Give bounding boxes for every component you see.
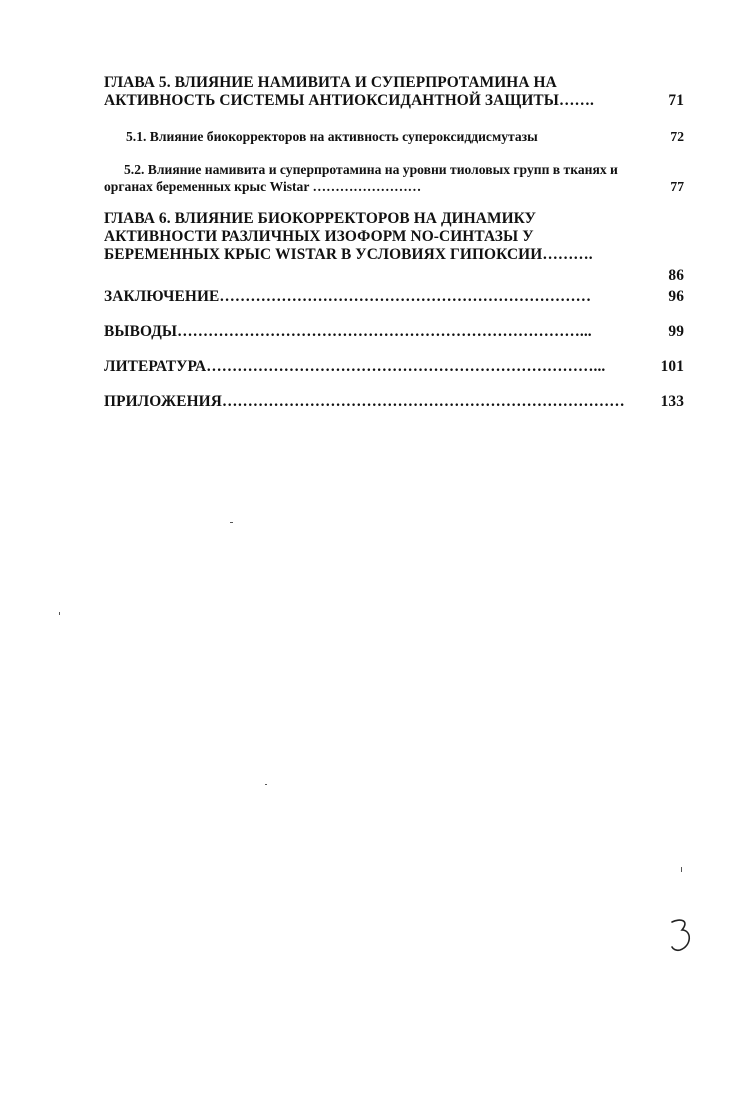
toc-entry-title: ГЛАВА 5. ВЛИЯНИЕ НАМИВИТА И СУПЕРПРОТАМИНА НА АКТИВНОСТЬ СИСТЕМЫ АНТИОКСИДАНТНОЙ ЗАЩИТЫ……. [104,74,594,109]
toc-entry-page: 77 [670,179,684,194]
toc-entry-page: 101 [660,358,684,375]
toc-entry-title: 5.2. Влияние намивита и суперпротамина на уровни тиоловых групп в тканях и органах беременных крыс Wistar …………………… [104,162,618,194]
toc-entry-title: ВЫВОДЫ……………………………………………………………………... [104,323,592,340]
toc-entry-page: 133 [660,393,684,410]
scan-speck [230,522,233,523]
scan-speck [265,784,267,785]
toc-entry-references [104,358,684,376]
toc-entry-chapter-5 [104,74,684,110]
toc-entry-title: 5.1. Влияние биокорректоров на активность супероксиддисмутазы [126,129,538,144]
toc-entry-conclusion [104,288,684,306]
toc-entry-section-5-1 [104,128,684,145]
scan-speck [59,612,60,615]
toc-entry-findings [104,323,684,341]
toc-entry-section-5-2 [104,161,684,195]
toc-entry-page: 96 [668,288,684,305]
toc-entry-title: ГЛАВА 6. ВЛИЯНИЕ БИОКОРРЕКТОРОВ НА ДИНАМИКУ АКТИВНОСТИ РАЗЛИЧНЫХ ИЗОФОРМ NO-СИНТАЗЫ У БЕРЕМЕННЫХ КРЫС WISTAR В УСЛОВИЯХ ГИПОКСИИ………. [104,210,593,263]
toc-entry-title: ЛИТЕРАТУРА…………………………………………………………………... [104,358,606,375]
toc-entry-page: 71 [668,92,684,109]
toc-entry-page: 99 [668,323,684,340]
toc-entry-page: 86 [668,267,684,284]
table-of-contents [104,74,684,411]
scan-speck [681,867,682,872]
toc-entry-chapter-6 [104,210,684,288]
toc-entry-page: 72 [670,129,684,144]
toc-entry-title: ПРИЛОЖЕНИЯ…………………………………………………………………… [104,393,625,410]
toc-entry-appendices [104,393,684,411]
handwritten-page-number [668,916,694,956]
toc-entry-title: ЗАКЛЮЧЕНИЕ……………………………………………………………… [104,288,592,305]
